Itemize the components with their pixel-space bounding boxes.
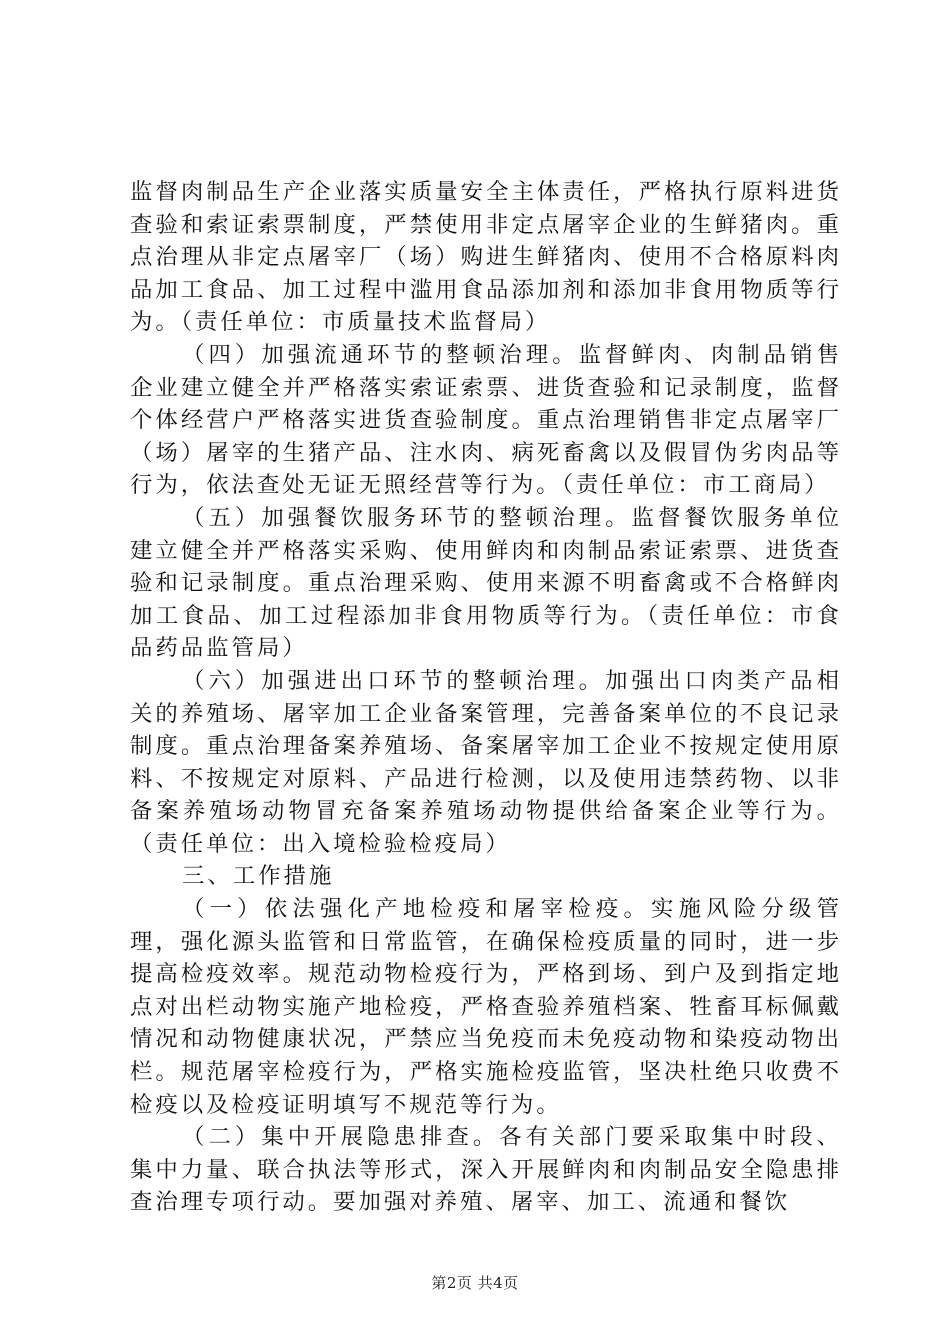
document-body (130, 176, 842, 1219)
paragraph-item-6: （六）加强进出口环节的整顿治理。加强出口肉类产品相关的养殖场、屠宰加工企业备案管理，完善备案单位的不良记录制度。重点治理备案养殖场、备案屠宰加工企业不按规定使用原料、不按规定对原料、产品进行检测，以及使用违禁药物、以非备案养殖场动物冒充备案养殖场动物提供给备案企业等行为。（责任单位：出入境检验检疫局） (130, 667, 842, 857)
paragraph-item-4: （四）加强流通环节的整顿治理。监督鲜肉、肉制品销售企业建立健全并严格落实索证索票、进货查验和记录制度，监督个体经营户严格落实进货查验制度。重点治理销售非定点屠宰厂（场）屠宰的生猪产品、注水肉、病死畜禽以及假冒伪劣肉品等行为，依法查处无证无照经营等行为。（责任单位：市工商局） (130, 341, 842, 499)
section-heading-3: 三、工作措施 (182, 863, 335, 890)
paragraph-measure-1: （一）依法强化产地检疫和屠宰检疫。实施风险分级管理，强化源头监管和日常监管，在确保检疫质量的同时，进一步提高检疫效率。规范动物检疫行为，严格到场、到户及到指定地点对出栏动物实施产地检疫，严格查验养殖档案、牲畜耳标佩戴情况和动物健康状况，严禁应当免疫而未免疫动物和染疫动物出栏。规范屠宰检疫行为，严格实施检疫监管，坚决杜绝只收费不检疫以及检疫证明填写不规范等行为。 (130, 896, 842, 1118)
paragraph-continuation: 监督肉制品生产企业落实质量安全主体责任，严格执行原料进货查验和索证索票制度，严禁使用非定点屠宰企业的生鲜猪肉。重点治理从非定点屠宰厂（场）购进生鲜猪肉、使用不合格原料肉品加工食品、加工过程中滥用食品添加剂和添加非食用物质等行为。（责任单位：市质量技术监督局） (130, 179, 842, 336)
paragraph-measure-2: （二）集中开展隐患排查。各有关部门要采取集中时段、集中力量、联合执法等形式，深入开展鲜肉和肉制品安全隐患排查治理专项行动。要加强对养殖、屠宰、加工、流通和餐饮 (130, 1124, 842, 1216)
paragraph-item-5: （五）加强餐饮服务环节的整顿治理。监督餐饮服务单位建立健全并严格落实采购、使用鲜肉和肉制品索证索票、进货查验和记录制度。重点治理采购、使用来源不明畜禽或不合格鲜肉加工食品、加工过程添加非食用物质等行为。（责任单位：市食品药品监管局） (130, 504, 842, 662)
page-footer: 第2页 共4页 (431, 1274, 519, 1292)
